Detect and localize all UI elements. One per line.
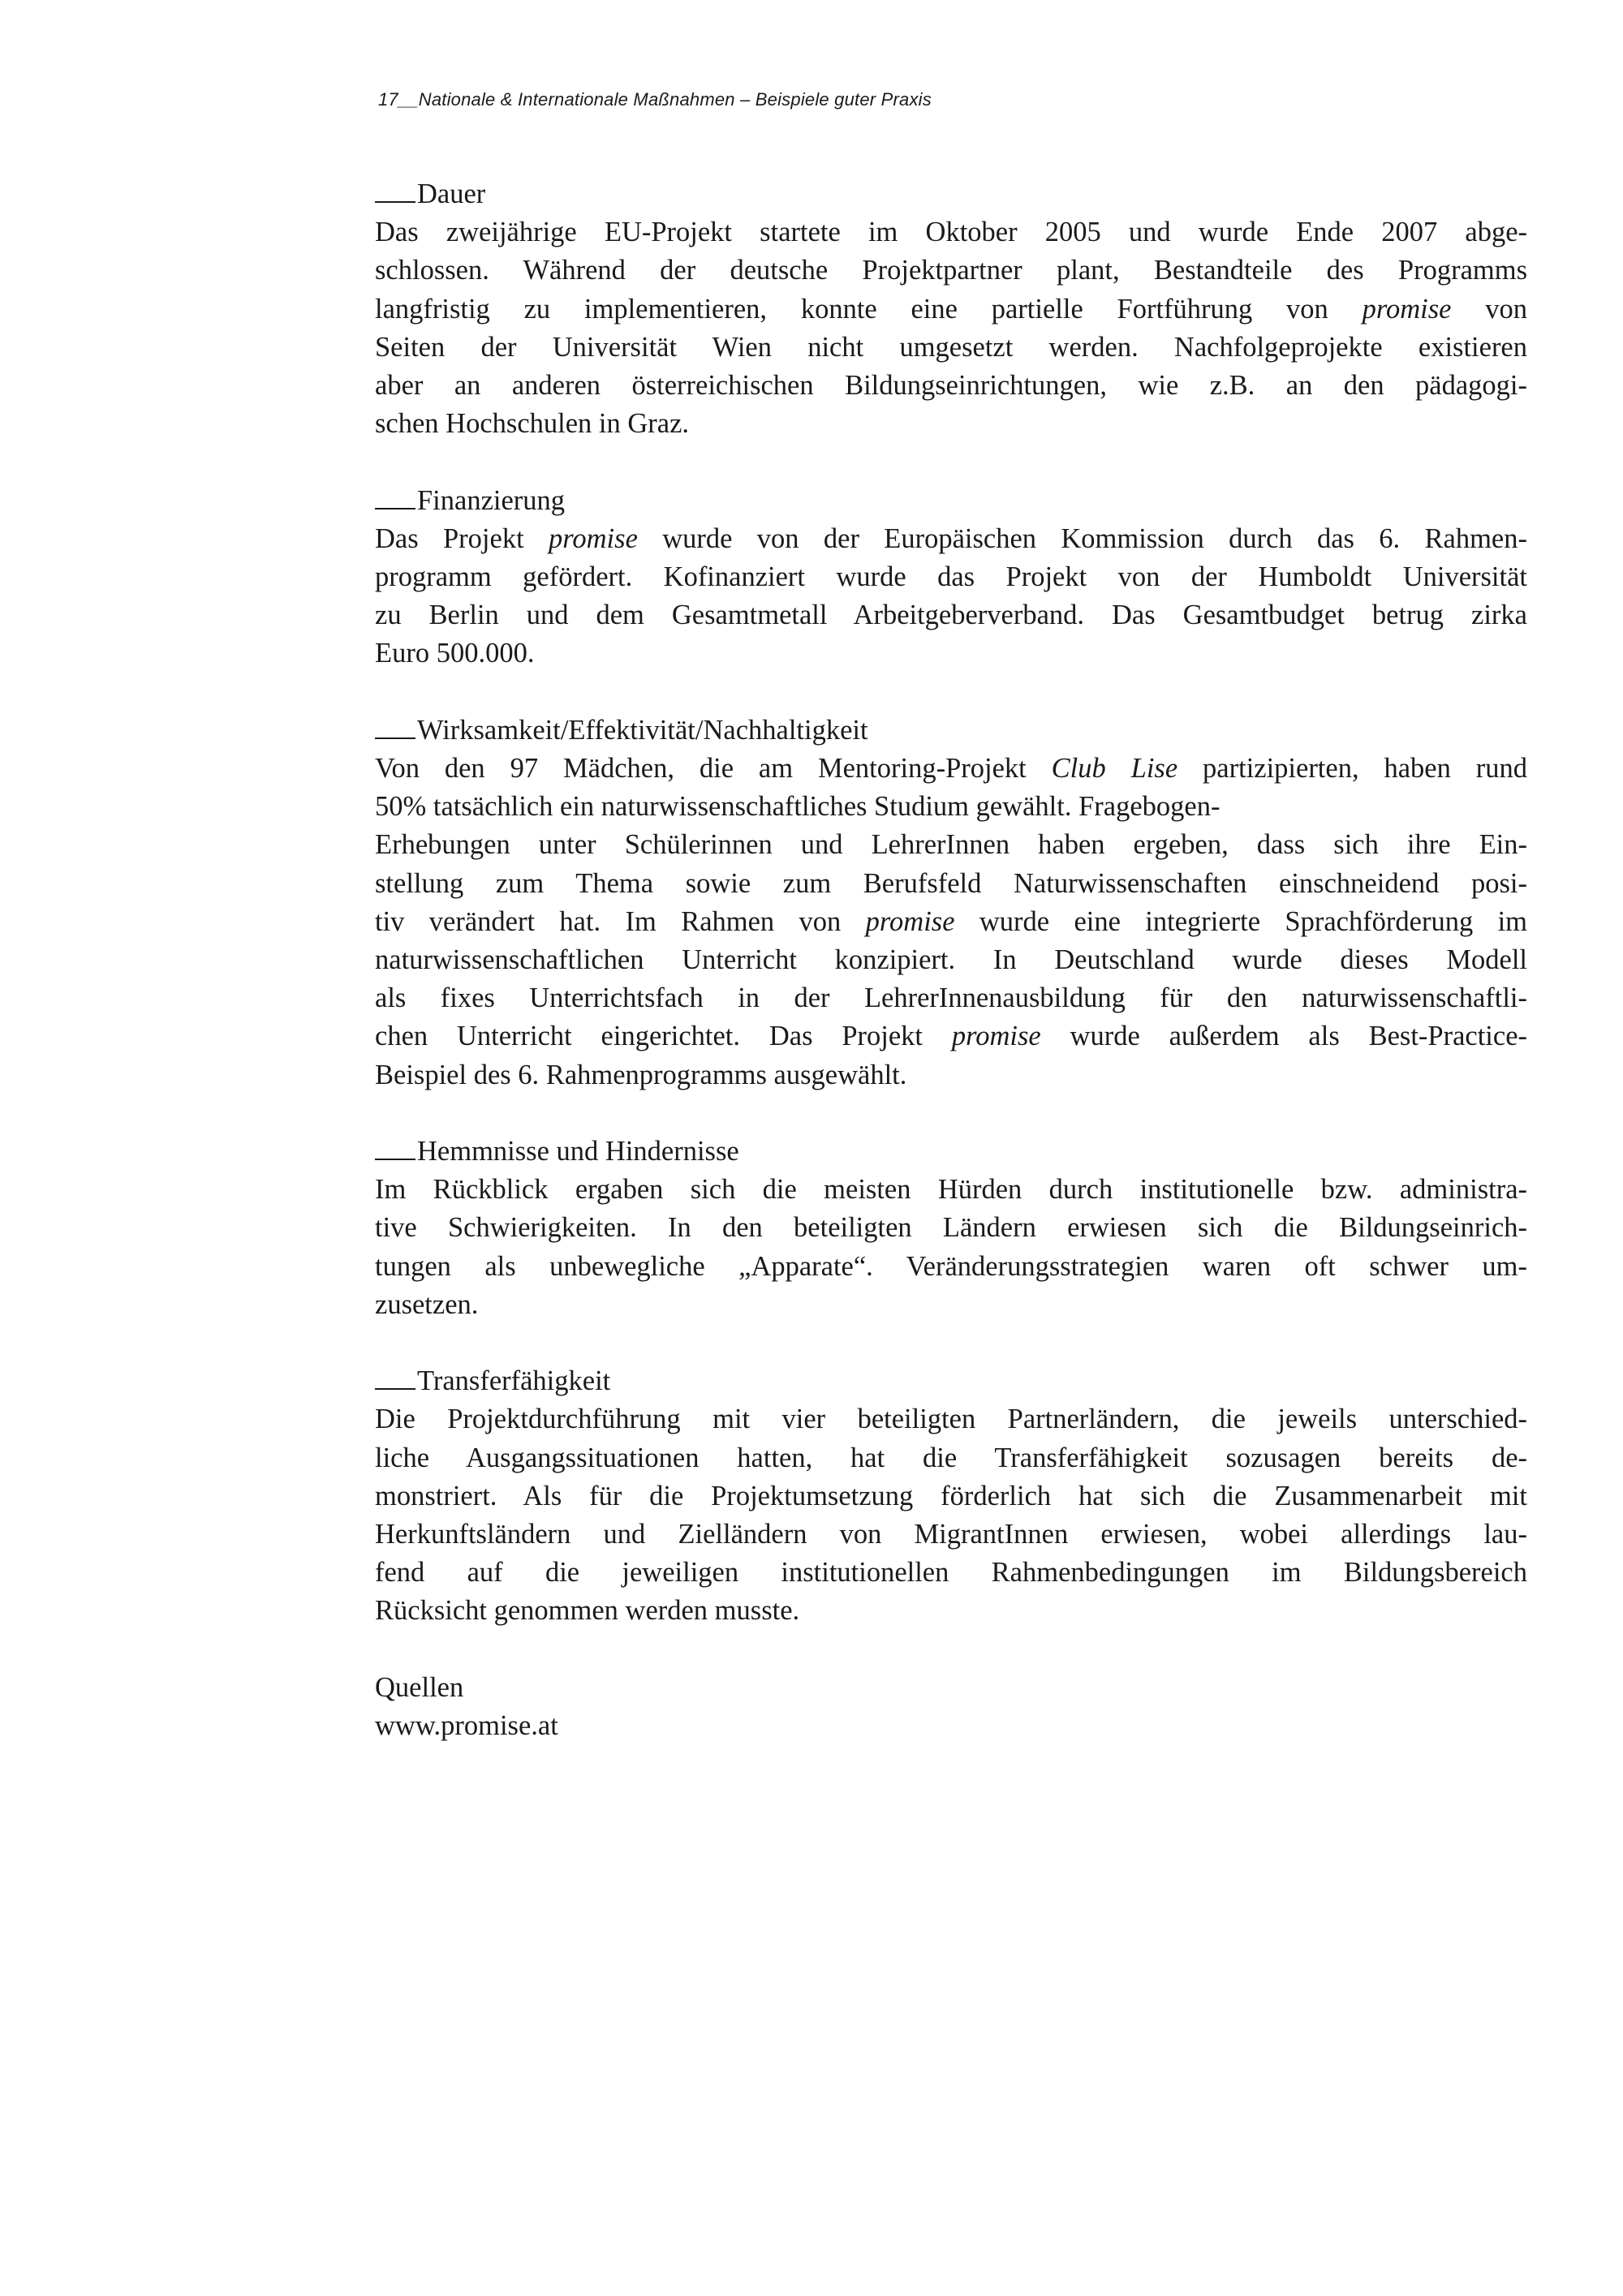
section-wirksamkeit <box>375 712 1527 1094</box>
section-heading <box>375 175 1527 213</box>
sources-block <box>375 1669 1527 1745</box>
text-run: schen Hochschulen in Graz. <box>375 408 690 440</box>
section-heading <box>375 1362 1527 1400</box>
section-heading <box>375 1133 1527 1171</box>
text-run: tiv verändert hat. Im Rahmen von <box>375 905 866 937</box>
text-run: wurde von der Europäischen Kommission durch das 6. Rahmen- <box>637 522 1527 554</box>
running-header: 17__Nationale & Internationale Maßnahmen – Beispiele guter Praxis <box>378 89 932 110</box>
text-line <box>375 1400 1527 1438</box>
section-heading-text: Dauer <box>417 178 486 209</box>
text-line <box>375 979 1527 1017</box>
text-run: Seiten der Universität Wien nicht umgesetzt werden. Nachfolgeprojekte existieren <box>375 331 1527 363</box>
text-run: tungen als unbewegliche „Apparate“. Veränderungsstrategien waren oft schwer um- <box>375 1250 1527 1282</box>
text-line <box>375 1477 1527 1516</box>
text-line <box>375 1592 1527 1630</box>
section-heading-text: Hemmnisse und Hindernisse <box>417 1136 739 1167</box>
text-run: von <box>1451 293 1527 325</box>
text-run: 50% tatsächlich ein naturwissenschaftliches Studium gewählt. Fragebogen- <box>375 791 1220 823</box>
text-run: tive Schwierigkeiten. In den beteiligten Ländern erwiesen sich die Bildungseinrich- <box>375 1212 1527 1244</box>
text-run: Herkunftsländern und Zielländern von MigrantInnen erwiesen, wobei allerdings lau- <box>375 1519 1527 1550</box>
text-run: langfristig zu implementieren, konnte eine partielle Fortführung von <box>375 293 1363 325</box>
section-heading-text: Finanzierung <box>417 484 566 516</box>
text-run: Beispiel des 6. Rahmenprogramms ausgewählt. <box>375 1059 907 1090</box>
text-line <box>375 213 1527 252</box>
sources-label: Quellen <box>375 1671 464 1703</box>
text-run: liche Ausgangssituationen hatten, hat die Transferfähigkeit sozusagen bereits de- <box>375 1442 1527 1473</box>
text-run: wurde außerdem als Best-Practice- <box>1040 1021 1528 1052</box>
section-paragraph <box>375 1171 1527 1324</box>
section-transferfaehigkeit <box>375 1362 1527 1630</box>
italic-text: Club Lise <box>1051 753 1178 785</box>
section-heading-text: Transferfähigkeit <box>417 1365 611 1397</box>
text-line <box>375 596 1527 634</box>
text-run: schlossen. Während der deutsche Projektpartner plant, Bestandteile des Programms <box>375 255 1527 286</box>
document-body <box>375 175 1527 1783</box>
text-run: Euro 500.000. <box>375 638 535 669</box>
text-line <box>375 367 1527 405</box>
text-run: Erhebungen unter Schülerinnen und LehrerInnen haben ergeben, dass sich ihre Ein- <box>375 829 1527 861</box>
italic-text: promise <box>549 522 638 554</box>
text-line <box>375 558 1527 596</box>
section-heading <box>375 482 1527 520</box>
heading-rule <box>375 201 415 203</box>
section-finanzierung <box>375 482 1527 673</box>
text-line <box>375 1439 1527 1477</box>
text-line <box>375 941 1527 979</box>
text-run: Von den 97 Mädchen, die am Mentoring-Projekt <box>375 753 1052 785</box>
text-run: Das Projekt <box>375 522 549 554</box>
text-run: programm gefördert. Kofinanziert wurde das Projekt von der Humboldt Universität <box>375 561 1527 593</box>
text-run: chen Unterricht eingerichtet. Das Projekt <box>375 1021 952 1052</box>
text-line <box>375 1554 1527 1592</box>
text-run: Die Projektdurchführung mit vier beteiligten Partnerländern, die jeweils unterschied- <box>375 1404 1527 1435</box>
text-line <box>375 1171 1527 1209</box>
section-paragraph <box>375 750 1527 1094</box>
text-run: Rücksicht genommen werden musste. <box>375 1595 800 1627</box>
text-run: partizipierten, haben rund <box>1177 753 1527 785</box>
text-run: Das zweijährige EU-Projekt startete im Oktober 2005 und wurde Ende 2007 abge- <box>375 217 1527 248</box>
heading-rule <box>375 508 415 510</box>
text-run: monstriert. Als für die Projektumsetzung förderlich hat sich die Zusammenarbeit mit <box>375 1480 1527 1511</box>
text-line <box>375 788 1527 826</box>
text-run: als fixes Unterrichtsfach in der LehrerInnenausbildung für den naturwissenschaftli- <box>375 982 1527 1014</box>
section-heading <box>375 712 1527 750</box>
text-run: zu Berlin und dem Gesamtmetall Arbeitgeberverband. Das Gesamtbudget betrug zirka <box>375 600 1527 631</box>
text-line <box>375 1516 1527 1554</box>
text-run: naturwissenschaftlichen Unterricht konzipiert. In Deutschland wurde dieses Modell <box>375 944 1527 976</box>
text-line <box>375 329 1527 367</box>
text-run: wurde eine integrierte Sprachförderung im <box>954 905 1527 937</box>
text-line <box>375 520 1527 558</box>
text-line <box>375 1248 1527 1286</box>
text-line <box>375 903 1527 941</box>
text-line <box>375 1209 1527 1247</box>
section-dauer <box>375 175 1527 443</box>
italic-text: promise <box>1362 293 1452 325</box>
section-hemmnisse <box>375 1133 1527 1324</box>
text-line <box>375 290 1527 329</box>
italic-text: promise <box>865 905 955 937</box>
sources-link[interactable]: www.promise.at <box>375 1710 558 1742</box>
text-line <box>375 750 1527 788</box>
text-line <box>375 1056 1527 1094</box>
text-run: Im Rückblick ergaben sich die meisten Hürden durch institutionelle bzw. administra- <box>375 1174 1527 1206</box>
section-paragraph <box>375 1400 1527 1630</box>
section-heading-text: Wirksamkeit/Effektivität/Nachhaltigkeit <box>417 714 868 746</box>
section-paragraph <box>375 520 1527 673</box>
text-line <box>375 1017 1527 1056</box>
text-line <box>375 634 1527 673</box>
text-run: aber an anderen österreichischen Bildungseinrichtungen, wie z.B. an den pädagogi- <box>375 370 1527 402</box>
text-run: zusetzen. <box>375 1288 479 1320</box>
text-line <box>375 252 1527 290</box>
text-line <box>375 405 1527 443</box>
heading-rule <box>375 737 415 739</box>
text-line <box>375 865 1527 903</box>
italic-text: promise <box>951 1021 1041 1052</box>
text-line <box>375 826 1527 864</box>
text-line <box>375 1286 1527 1324</box>
heading-rule <box>375 1159 415 1160</box>
section-paragraph <box>375 213 1527 443</box>
heading-rule <box>375 1388 415 1390</box>
text-run: fend auf die jeweiligen institutionellen Rahmenbedingungen im Bildungsbereich <box>375 1557 1527 1589</box>
text-run: stellung zum Thema sowie zum Berufsfeld Naturwissenschaften einschneidend posi- <box>375 867 1527 899</box>
